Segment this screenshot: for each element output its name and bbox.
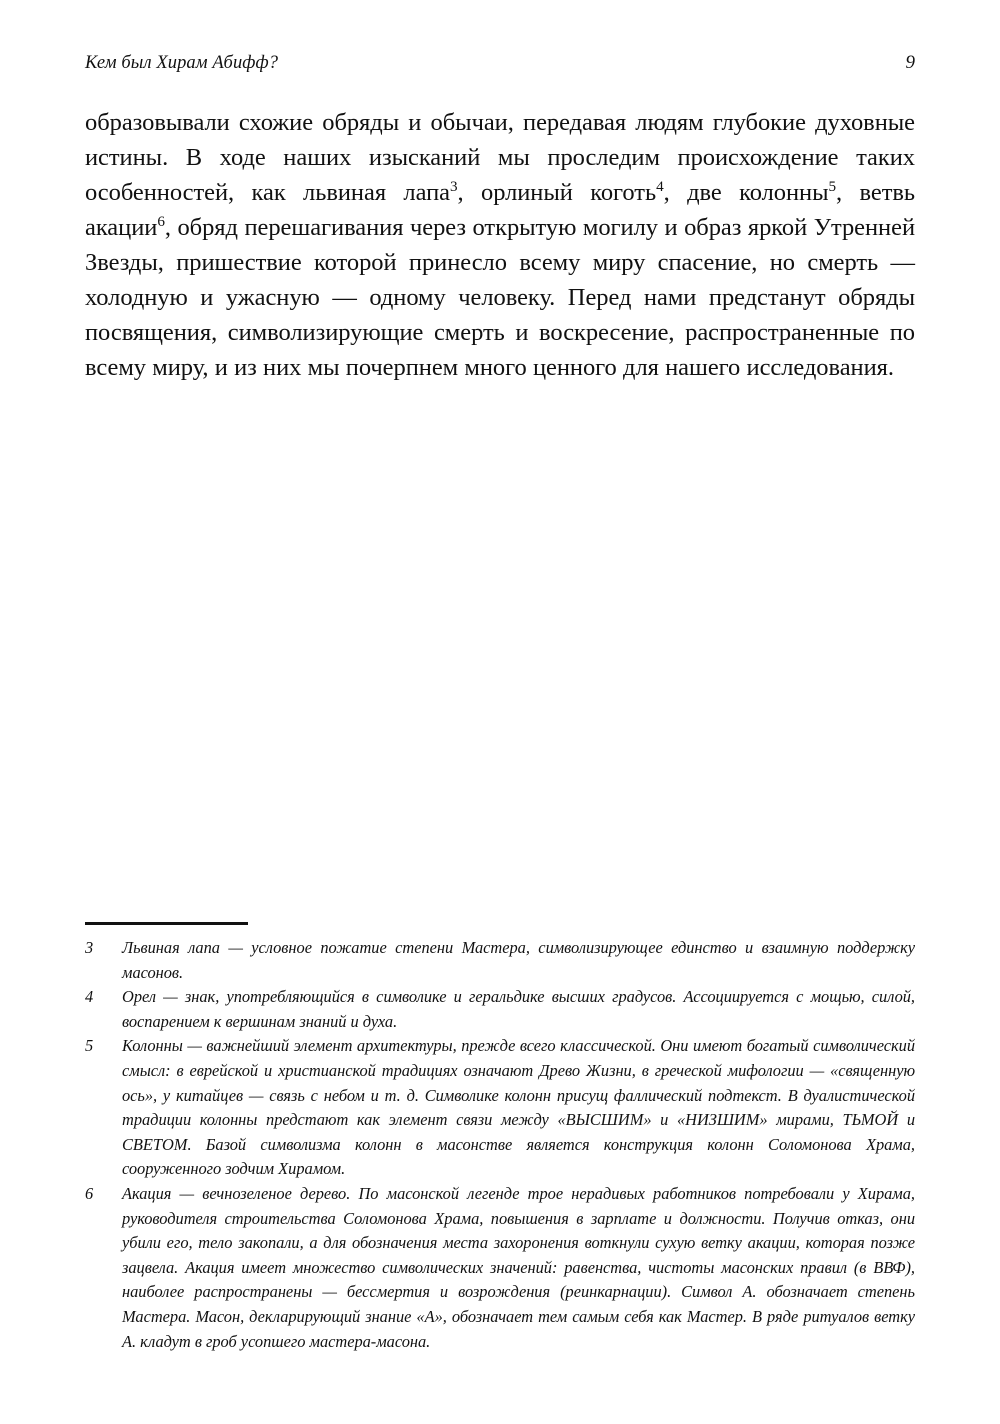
page-number: 9 [905, 52, 915, 73]
footnote-marker-6[interactable]: 6 [157, 212, 165, 230]
footnote-number: 5 [85, 1036, 94, 1056]
footnote-number: 3 [85, 938, 94, 957]
footnote-text: Львиная лапа — условное пожатие степени Мастера, символизирующее единство и взаимную поддержку масонов. [122, 938, 915, 982]
footnote-text: Орел — знак, употребляющийся в символике и геральдике высших градусов. Ассоциируется с мощью, силой, воспарением к вершинам знаний и духа. [122, 987, 915, 1031]
running-head-title: Кем был Хирам Абифф? [85, 53, 279, 73]
body-text-segment-5: , обряд перешагивания через открытую могилу и образ яркой Утренней Звезды, пришествие которой принесло всему миру спасение, но смерть — холодную и ужасную — одному человеку. Перед нами предстанут обряды посвящения, символизирующие смерть и воскресение, распространенные по всему миру, и из них мы почерпнем много ценного для нашего исследования. [85, 214, 915, 381]
footnote-item [85, 985, 915, 1034]
footnote-number: 6 [85, 1183, 94, 1203]
body-text-segment-3: , две колонны [663, 179, 829, 206]
body-paragraph [85, 105, 915, 385]
footnote-text: Акация — вечнозеленое дерево. По масонской легенде трое нерадивых работников потребовали у Хирама, руководителя строительства Соломонова Храма, повышения в зарплате и должности. Получив отказ, они убили его, тело закопали, а для обозначения места захоронения воткнули сухую ветку акации, которая позже зацвела. Акация имеет множество символических значений: равенства, чистоты масонских правил (в ВВФ), наиболее распространены — бессмертия и возрождения (реинкарнации). Символ А. обозначает степень Мастера. Масон, декларирующий знание «А», обозначает тем самым себя как Мастер. В ряде ритуалов ветку А. кладут в гроб усопшего мастера-масона. [122, 1183, 915, 1351]
body-text-segment-2: , орлиный коготь [457, 179, 657, 206]
running-head [85, 52, 915, 74]
footnote-number: 4 [85, 987, 94, 1007]
footnote-item [85, 1182, 915, 1354]
footnote-separator-rule [85, 922, 248, 925]
footnote-marker-5[interactable]: 5 [828, 177, 837, 195]
footnote-item [85, 1034, 915, 1182]
footnote-marker-4[interactable]: 4 [656, 177, 664, 195]
body-text [85, 105, 915, 385]
body-text-segment-1: образовывали схожие обряды и обычаи, передавая людям глубокие духовные истины. В ходе наших изысканий мы проследим происхождение таких особенностей, как львиная лапа [85, 109, 915, 206]
footnote-text: Колонны — важнейший элемент архитектуры, прежде всего классической. Они имеют богатый символический смысл: в еврейской и христианской традициях означают Древо Жизни, в греческой мифологии — «священную ось», у китайцев — связь с небом и т. д. Символике колонн присущ фаллический подтекст. В дуалистической традиции колонны предстают как элемент связи между «ВЫСШИМ» и «НИЗШИМ» мирами, ТЬМОЙ и СВЕТОМ. Базой символизма колонн в масонстве является конструкция колонн Соломонова Храма, сооруженного зодчим Хирамом. [122, 1036, 915, 1179]
footnote-item [85, 936, 915, 985]
footnote-marker-3[interactable]: 3 [449, 177, 458, 195]
body-text-segment-4: , ветвь акации [85, 179, 915, 241]
footnotes-section [85, 922, 915, 1354]
